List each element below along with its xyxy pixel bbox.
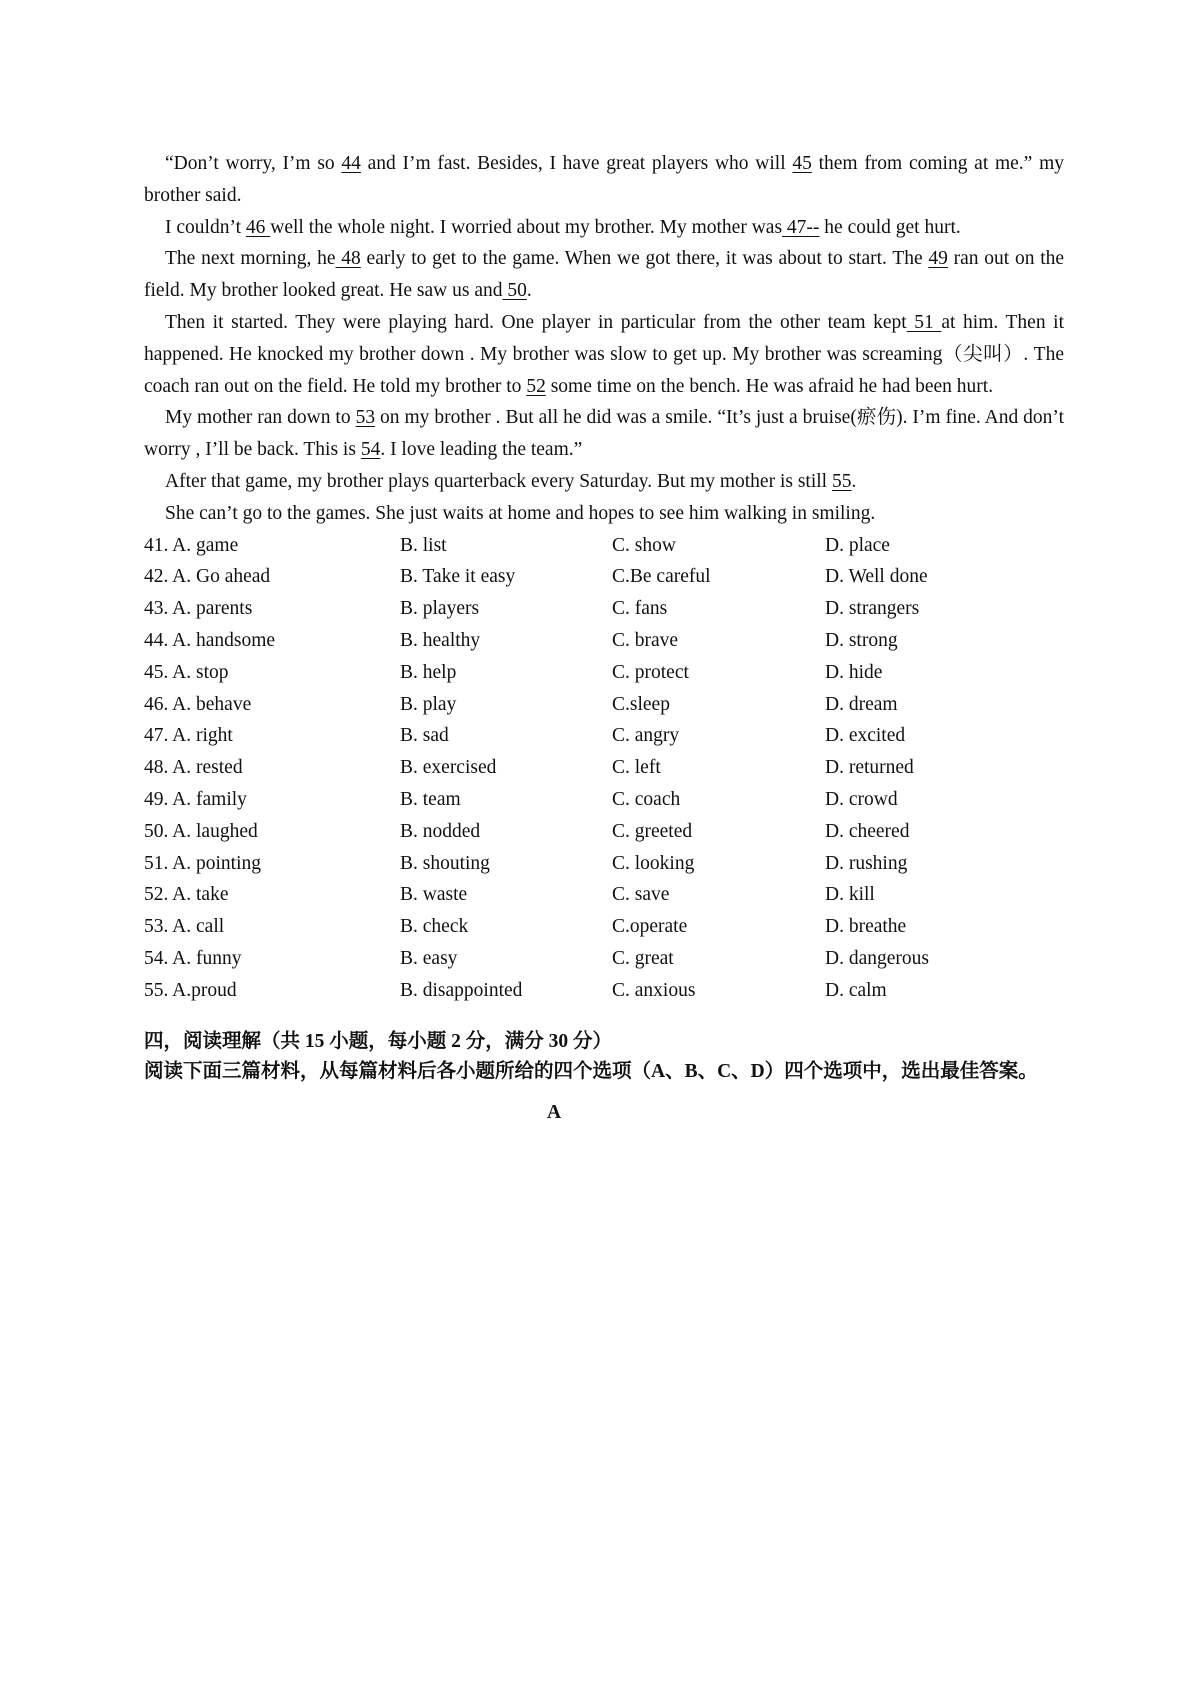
passage-text: he could get hurt. bbox=[819, 216, 961, 238]
passage-label: A bbox=[546, 1101, 562, 1123]
passage-paragraph bbox=[144, 243, 1064, 307]
passage-paragraph bbox=[144, 148, 1064, 212]
option-cell: C. fans bbox=[612, 598, 668, 620]
option-cell: C. coach bbox=[612, 788, 681, 810]
option-cell: B. healthy bbox=[400, 629, 481, 651]
option-cell: C. greeted bbox=[612, 820, 693, 842]
passage-text: I couldn’t bbox=[165, 216, 246, 238]
exam-page bbox=[144, 148, 1064, 1128]
option-cell: C. great bbox=[612, 947, 674, 969]
passage-text: at him. Then it happened. He knocked my brother down . My brother was slow to get up. My brother was screaming（尖叫）. The coach ran out on the field. He told my brother to bbox=[144, 311, 1064, 397]
options-table bbox=[144, 530, 1064, 1007]
passage-text: ran out on the field. My brother looked great. He saw us and bbox=[144, 248, 1065, 302]
passage-text: My mother ran down to bbox=[165, 407, 356, 429]
option-cell: D. returned bbox=[825, 757, 914, 779]
option-cell: C.Be careful bbox=[612, 566, 711, 588]
passage-text: well the whole night. I worried about my brother. My mother was bbox=[270, 216, 783, 238]
option-cell: 43. A. parents bbox=[144, 598, 253, 620]
option-cell: B. easy bbox=[400, 947, 458, 969]
blank-number: 51 bbox=[906, 311, 942, 333]
option-cell: B. help bbox=[400, 661, 457, 683]
blank-number: 53 bbox=[355, 407, 376, 429]
option-cell: D. rushing bbox=[825, 852, 908, 874]
option-row bbox=[144, 530, 1064, 562]
passage-text: and I’m fast. Besides, I have great players who will bbox=[360, 153, 793, 174]
option-row bbox=[144, 720, 1064, 752]
option-row bbox=[144, 975, 1064, 1007]
option-cell: C. brave bbox=[612, 629, 679, 651]
option-cell: 54. A. funny bbox=[144, 947, 242, 969]
passage-text: early to get to the game. When we got there, it was about to start. The bbox=[360, 248, 929, 270]
blank-number: 48 bbox=[335, 248, 361, 270]
option-row bbox=[144, 625, 1064, 657]
option-cell: B. list bbox=[400, 534, 447, 556]
passage-paragraph bbox=[144, 402, 1064, 466]
option-cell: C. protect bbox=[612, 661, 689, 683]
option-row bbox=[144, 879, 1064, 911]
option-cell: D. dream bbox=[825, 693, 898, 715]
option-cell: D. strangers bbox=[825, 598, 920, 620]
option-cell: C. save bbox=[612, 884, 670, 906]
option-row bbox=[144, 752, 1064, 784]
option-cell: D. hide bbox=[825, 661, 883, 683]
blank-number: 50 bbox=[502, 280, 527, 302]
option-cell: D. strong bbox=[825, 629, 898, 651]
passage-text: The next morning, he bbox=[165, 248, 336, 270]
option-row bbox=[144, 593, 1064, 625]
passage-text: . bbox=[526, 280, 532, 302]
option-cell: D. breathe bbox=[825, 916, 907, 938]
option-row bbox=[144, 561, 1064, 593]
option-cell: D. crowd bbox=[825, 788, 898, 810]
passage-paragraph bbox=[144, 466, 1064, 498]
option-cell: B. shouting bbox=[400, 852, 490, 874]
option-cell: C. anxious bbox=[612, 979, 696, 1001]
blank-number: 49 bbox=[928, 248, 948, 270]
passage-text: She can’t go to the games. She just waits at home and hopes to see him walking in smiling. bbox=[165, 502, 876, 524]
option-cell: B. exercised bbox=[400, 757, 497, 779]
option-cell: B. sad bbox=[400, 725, 449, 747]
blank-number: 54 bbox=[360, 439, 381, 461]
option-cell: 53. A. call bbox=[144, 916, 225, 938]
option-cell: C.sleep bbox=[612, 693, 670, 715]
option-cell: 48. A. rested bbox=[144, 757, 243, 779]
section-heading: 四，阅读理解（共 15 小题，每小题 2 分，满分 30 分） bbox=[144, 1030, 613, 1052]
option-cell: 55. A.proud bbox=[144, 979, 237, 1001]
option-cell: 52. A. take bbox=[144, 884, 229, 906]
option-cell: B. nodded bbox=[400, 820, 481, 842]
option-cell: B. waste bbox=[400, 884, 468, 906]
reading-section bbox=[144, 1027, 1064, 1087]
option-cell: B. check bbox=[400, 916, 469, 938]
option-cell: D. calm bbox=[825, 979, 887, 1001]
option-cell: 41. A. game bbox=[144, 534, 239, 556]
blank-number: 45 bbox=[792, 153, 812, 174]
option-cell: C. looking bbox=[612, 852, 695, 874]
option-row bbox=[144, 848, 1064, 880]
option-row bbox=[144, 689, 1064, 721]
option-cell: 42. A. Go ahead bbox=[144, 566, 271, 588]
option-cell: B. play bbox=[400, 693, 457, 715]
option-cell: 45. A. stop bbox=[144, 661, 229, 683]
option-row bbox=[144, 911, 1064, 943]
passage-text: some time on the bench. He was afraid he had been hurt. bbox=[545, 375, 994, 397]
cloze-passage bbox=[144, 148, 1064, 530]
passage-text: on my brother . But all he did was a smile. “It’s just a bruise(瘀伤). I’m fine. And don’t worry , I’ll be back. This is bbox=[144, 407, 1064, 461]
option-cell: 47. A. right bbox=[144, 725, 233, 747]
blank-number: 47-- bbox=[782, 216, 820, 238]
option-cell: B. Take it easy bbox=[400, 566, 516, 588]
option-row bbox=[144, 784, 1064, 816]
option-row bbox=[144, 943, 1064, 975]
blank-number: 44 bbox=[341, 153, 361, 174]
option-cell: C.operate bbox=[612, 916, 688, 938]
option-cell: D. cheered bbox=[825, 820, 910, 842]
option-cell: D. kill bbox=[825, 884, 875, 906]
option-cell: D. place bbox=[825, 534, 890, 556]
option-cell: 49. A. family bbox=[144, 788, 247, 810]
option-cell: D. Well done bbox=[825, 566, 928, 588]
option-cell: B. team bbox=[400, 788, 461, 810]
option-cell: C. angry bbox=[612, 725, 680, 747]
option-cell: 50. A. laughed bbox=[144, 820, 258, 842]
option-cell: D. excited bbox=[825, 725, 906, 747]
option-row bbox=[144, 816, 1064, 848]
passage-text: “Don’t worry, I’m so bbox=[165, 153, 342, 174]
blank-number: 52 bbox=[526, 375, 546, 397]
option-row bbox=[144, 657, 1064, 689]
passage-text: . bbox=[851, 470, 857, 492]
passage-text: them from coming at me.” my brother said. bbox=[144, 153, 1064, 206]
passage-paragraph bbox=[144, 212, 1064, 244]
blank-number: 55 bbox=[831, 470, 852, 492]
passage-text: . I love leading the team.” bbox=[380, 439, 583, 461]
option-cell: C. show bbox=[612, 534, 676, 556]
passage-paragraph bbox=[144, 307, 1064, 402]
option-cell: C. left bbox=[612, 757, 661, 779]
passage-text: Then it started. They were playing hard. One player in particular from the other team kept bbox=[165, 311, 907, 333]
option-cell: D. dangerous bbox=[825, 947, 929, 969]
option-cell: B. players bbox=[400, 598, 480, 620]
passage-text: After that game, my brother plays quarterback every Saturday. But my mother is still bbox=[165, 470, 832, 492]
option-cell: 44. A. handsome bbox=[144, 629, 276, 651]
passage-paragraph bbox=[144, 498, 1064, 530]
section-instruction: 阅读下面三篇材料，从每篇材料后各小题所给的四个选项（A、B、C、D）四个选项中，选出最佳答案。 bbox=[144, 1060, 1038, 1082]
option-cell: B. disappointed bbox=[400, 979, 523, 1001]
option-cell: 51. A. pointing bbox=[144, 852, 262, 874]
blank-number: 46 bbox=[245, 216, 271, 238]
option-cell: 46. A. behave bbox=[144, 693, 252, 715]
